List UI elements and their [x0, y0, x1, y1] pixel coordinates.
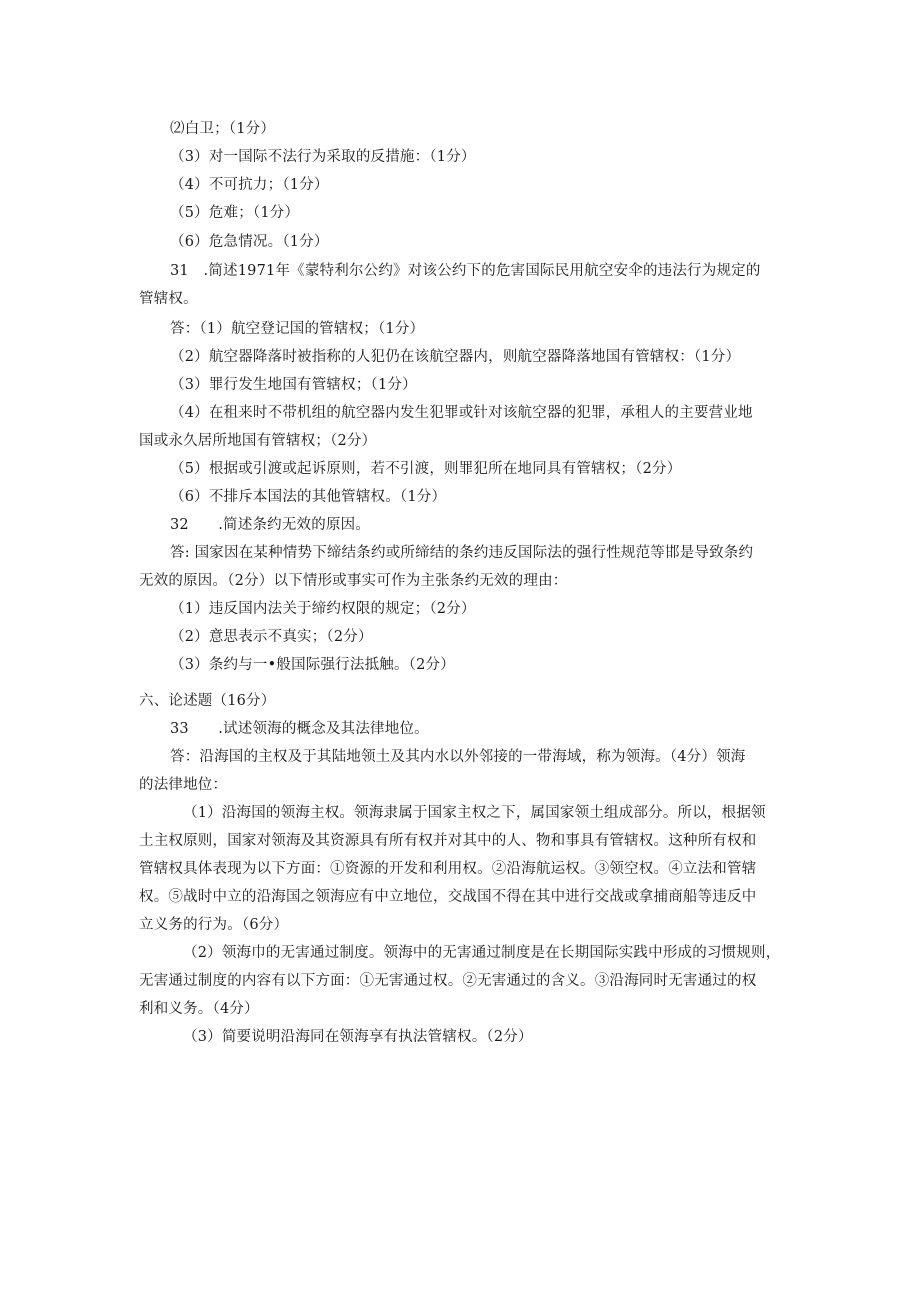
q33-point1-line: 权。⑤战时中立的沿海国之领海应有中立地位，交战国不得在其中进行交战或拿捕商船等违反中 — [139, 889, 757, 905]
answer-item-countermeasures: （3）对一国际不法行为采取的反措施：（1分） — [170, 149, 476, 165]
q31-answer-line: （3）罪行发生地国有管辖权；（1分） — [170, 377, 417, 393]
q33-point1-line: 管辖权具体表现为以下方面：①资源的开发和利用权。②沿海航运权。③领空权。④立法和管辖 — [139, 861, 757, 877]
q32-answer-line: （1）违反国内法关于缔约权限的规定；（2分） — [170, 601, 476, 617]
answer-item-distress: （5）危难；（1分） — [170, 205, 300, 221]
q33-point1-line: 立义务的行为。（6分） — [139, 917, 289, 933]
q33-point2-line: 无害通过制度的内容有以下方面：①无害通过权。②无害通过的含义。③沿海同时无害通过的权 — [139, 973, 757, 989]
q31-answer-line: （6）不排斥本国法的其他管辖权。（1分） — [170, 489, 447, 505]
answer-item-force-majeure: （4）不可抗力；（1分） — [170, 177, 329, 193]
q32-answer-line: 答: 国家因在某种情势下缔结条约或所缔结的条约违反国际法的强行性规范等邯是导致条约 — [170, 545, 754, 561]
q33-point1-line: 土主权原则，国家对领海及其资源具有所有权并对其中的人、物和事具有管辖权。这种所有权和 — [139, 833, 757, 849]
q31-answer-line: 答：（1）航空登记国的管辖权；（1分） — [170, 321, 425, 337]
q32-answer-line: 无效的原因。（2分）以下情形或事实可作为主张条约无效的理由： — [139, 573, 568, 589]
question-31-continued: 管辖权。 — [139, 291, 198, 307]
q31-answer-line: （5）根据或引渡或起诉原则，若不引渡，则罪犯所在地同具有管辖权；（2分） — [170, 461, 682, 477]
q33-point2-line: 利和义务。（4分） — [139, 1001, 259, 1017]
q32-answer-line: （2）意思表示不真实；（2分） — [170, 629, 373, 645]
question-32: 32 .简述条约无效的原因。 — [170, 517, 371, 533]
answer-item-necessity: （6）危急情况。（1分） — [170, 234, 329, 250]
question-31: 31 .简述1971年《蒙特利尔公约》对该公约下的危害国际民用航空安伞的违法行为规定的 — [170, 263, 761, 279]
q31-answer-line: （4）在租来时不带机组的航空器内发生犯罪或针对该航空器的犯罪，承租人的主要营业地 — [170, 405, 753, 421]
answer-item-self-defense: ⑵白卫；（1分） — [170, 121, 276, 137]
q31-answer-line: （2）航空器降落时被指称的人犯仍在该航空器内，则航空器降落地国有管辖权：（1分） — [170, 349, 741, 365]
q33-point3-line: （3）简要说明沿海同在领海享有执法管辖权。（2分） — [183, 1029, 533, 1045]
q33-answer-line: 答：沿海国的主权及于其陆地领土及其内水以外邻接的一带海域，称为领海。（4分）领海 — [170, 749, 746, 765]
section-heading: 六、论述题（16分） — [139, 693, 276, 709]
q33-point2-line: （2）领海巾的无害通过制度。领海中的无害通过制度是在长期国际实践中形成的习惯规则， — [183, 945, 781, 961]
q33-point1-line: （1）沿海国的领海主权。领海隶属于国家主权之下，属国家领土组成部分。所以，根据领 — [183, 805, 766, 821]
q32-answer-line: （3）条约与一•般国际强行法抵触。（2分） — [170, 657, 455, 673]
q31-answer-line: 国或永久居所地国有管辖权；（2分） — [139, 433, 377, 449]
question-33: 33 .试述领海的概念及其法律地位。 — [170, 721, 429, 737]
q33-answer-line: 的法律地位： — [139, 777, 228, 793]
